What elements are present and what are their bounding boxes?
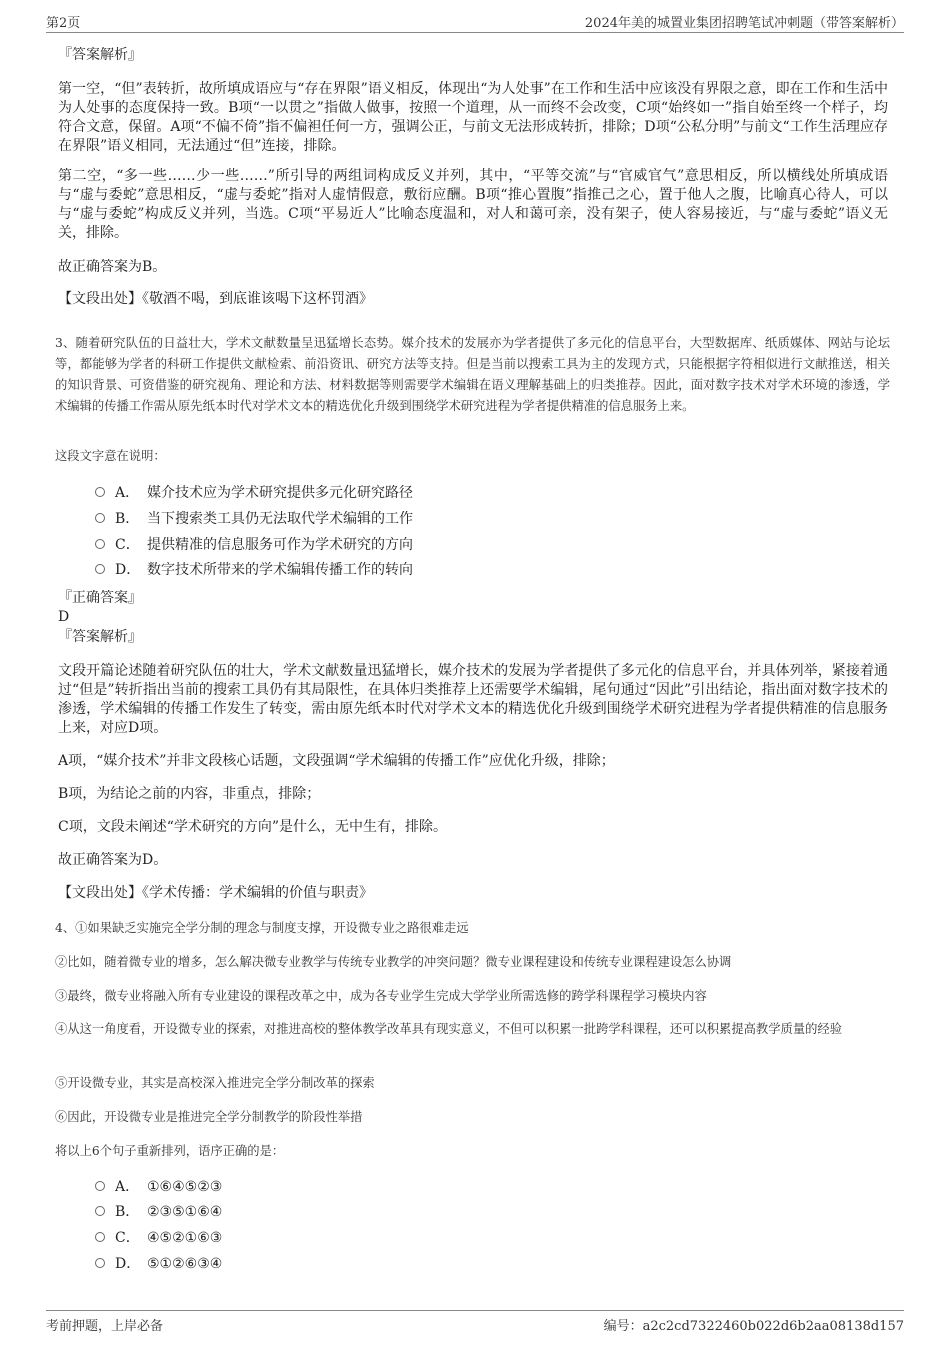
q4-option-d[interactable]: D． ⑤①②⑥③④ bbox=[95, 1254, 222, 1274]
q2-analysis-label: 『答案解析』 bbox=[58, 47, 142, 63]
q4-sentence-2: ②比如，随着微专业的增多，怎么解决微专业教学与传统专业教学的冲突问题？微专业课程建设和传统专业课程建设怎么协调 bbox=[55, 955, 732, 969]
q2-analysis-p2: 第二空，“多一些……少一些……”所引导的两组词构成反义并列，其中，“平等交流”与“官威官气”意思相反，所以横线处所填成语与“虚与委蛇”意思相反，“虚与委蛇”指对人虚情假意，敷衍应酬。B项“推心置腹”指推己之心，置于他人之腹，比喻真心待人，可以与“虚与委蛇”构成反义并列，当选。C项“平易近人”比喻态度温和，对人和蔼可亲，没有架子，使人容易接近，与“虚与委蛇”语义无关，排除。 bbox=[58, 168, 888, 241]
radio-button[interactable] bbox=[95, 539, 105, 549]
page-number: 第2页 bbox=[46, 16, 81, 31]
q4-sentence-1: 4、①如果缺乏实施完全学分制的理念与制度支撑，开设微专业之路很难走远 bbox=[55, 921, 469, 935]
q3-option-b[interactable]: B． 当下搜索类工具仍无法取代学术编辑的工作 bbox=[95, 509, 413, 529]
q4-sentence-3: ③最终，微专业将融入所有专业建设的课程改革之中，成为各专业学生完成大学学业所需选修的跨学科课程学习模块内容 bbox=[55, 989, 707, 1003]
q3-analysis-p1: 文段开篇论述随着研究队伍的壮大，学术文献数量迅猛增长，媒介技术的发展为学者提供了多元化的信息平台，并具体列举，紧接着通过“但是”转折指出当前的搜索工具仍有其局限性，在具体归类推荐上还需要学术编辑，尾句通过“因此”引出结论，指出面对数字技术的渗透，学术编辑的传播工作发生了转变，需由原先纸本时代对学术文本的精选优化升级到围绕学术研究进程为学者提供精准的信息服务上来，对应D项。 bbox=[58, 663, 888, 736]
page-footer bbox=[46, 1310, 904, 1337]
q3-answer: D bbox=[58, 609, 70, 625]
q3-option-d[interactable]: D． 数字技术所带来的学术编辑传播工作的转向 bbox=[95, 560, 413, 580]
q4-sentence-6: ⑥因此，开设微专业是推进完全学分制教学的阶段性举措 bbox=[55, 1110, 363, 1124]
q2-conclusion: 故正确答案为B。 bbox=[58, 259, 167, 275]
page-header bbox=[46, 10, 904, 33]
q3-analysis-label: 『答案解析』 bbox=[58, 629, 142, 645]
q3-option-c[interactable]: C． 提供精准的信息服务可作为学术研究的方向 bbox=[95, 535, 413, 555]
q2-source: 【文段出处】《敬酒不喝，到底谁该喝下这杯罚酒》 bbox=[58, 291, 373, 307]
radio-button[interactable] bbox=[95, 487, 105, 497]
q3-analysis-b: B项，为结论之前的内容，非重点，排除； bbox=[58, 786, 321, 802]
document-id: 编号：a2c2cd7322460b022d6b2aa08138d157 bbox=[603, 1319, 904, 1334]
q3-conclusion: 故正确答案为D。 bbox=[58, 852, 168, 868]
q3-answer-label: 『正确答案』 bbox=[58, 590, 142, 606]
q3-prompt: 这段文字意在说明： bbox=[55, 449, 166, 463]
radio-button[interactable] bbox=[95, 1181, 105, 1191]
q4-sentence-4: ④从这一角度看，开设微专业的探索，对推进高校的整体教学改革具有现实意义，不但可以积累一批跨学科课程，还可以积累提高教学质量的经验 bbox=[55, 1022, 843, 1036]
footer-slogan: 考前押题，上岸必备 bbox=[46, 1319, 164, 1334]
q2-analysis-p1: 第一空，“但”表转折，故所填成语应与“存在界限”语义相反，体现出“为人处事”在工作和生活中应该没有界限之意，即在工作和生活中为人处事的态度保持一致。B项“一以贯之”指做人做事，按照一个道理，从一而终不会改变，C项“始终如一”指自始至终一个样子，均符合文意，保留。A项“不偏不倚”指不偏袒任何一方，强调公正，与前文无法形成转折，排除；D项“公私分明”与前文“工作生活理应存在界限”语义相同，无法通过“但”连接，排除。 bbox=[58, 81, 888, 154]
radio-button[interactable] bbox=[95, 1258, 105, 1268]
q4-prompt: 将以上6个句子重新排列，语序正确的是： bbox=[55, 1144, 285, 1158]
q4-option-c[interactable]: C． ④⑤②①⑥③ bbox=[95, 1228, 222, 1248]
q4-sentence-5: ⑤开设微专业，其实是高校深入推进完全学分制改革的探索 bbox=[55, 1076, 375, 1090]
q4-option-a[interactable]: A． ①⑥④⑤②③ bbox=[95, 1177, 222, 1197]
radio-button[interactable] bbox=[95, 513, 105, 523]
radio-button[interactable] bbox=[95, 564, 105, 574]
radio-button[interactable] bbox=[95, 1206, 105, 1216]
radio-button[interactable] bbox=[95, 1232, 105, 1242]
document-title: 2024年美的城置业集团招聘笔试冲刺题（带答案解析） bbox=[584, 16, 904, 31]
q3-stem: 3、随着研究队伍的日益壮大，学术文献数量呈迅猛增长态势。媒介技术的发展亦为学者提供了多元化的信息平台，大型数据库、纸质媒体、网站与论坛等，都能够为学者的科研工作提供文献检索、前沿资讯、研究方法等支持。但是当前以搜索工具为主的发现方式，只能根据字符相似进行文献推送，相关的知识背景、可资借鉴的研究视角、理论和方法、材料数据等则需要学术编辑在语义理解基础上的归类推荐。因此，面对数字技术对学术环境的渗透，学术编辑的传播工作需从原先纸本时代对学术文本的精选优化升级到围绕学术研究进程为学者提供精准的信息服务上来。 bbox=[55, 336, 890, 413]
q3-option-a[interactable]: A． 媒介技术应为学术研究提供多元化研究路径 bbox=[95, 483, 413, 503]
q3-analysis-c: C项，文段未阐述“学术研究的方向”是什么，无中生有，排除。 bbox=[58, 819, 448, 835]
q3-source: 【文段出处】《学术传播：学术编辑的价值与职责》 bbox=[58, 885, 373, 901]
q4-option-b[interactable]: B． ②③⑤①⑥④ bbox=[95, 1202, 222, 1222]
q3-analysis-a: A项，“媒介技术”并非文段核心话题，文段强调“学术编辑的传播工作”应优化升级，排除； bbox=[58, 753, 615, 769]
